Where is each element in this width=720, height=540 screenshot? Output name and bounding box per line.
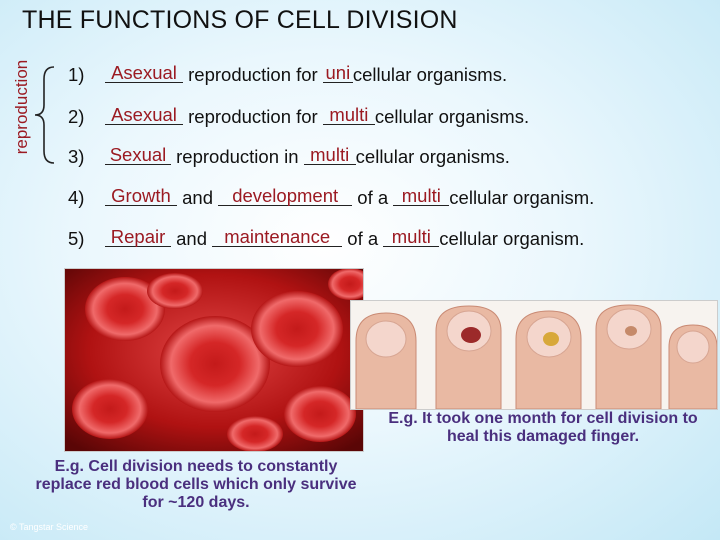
row-number: 4)	[68, 187, 85, 208]
row-text: reproduction for	[183, 106, 323, 127]
function-row-3	[68, 146, 510, 168]
row-text: cellular organism.	[439, 228, 585, 249]
red-blood-cells-image	[64, 268, 364, 452]
answer-blank: multi	[304, 146, 356, 165]
answer-blank: maintenance	[212, 228, 342, 247]
row-number: 1)	[68, 64, 85, 85]
row-text: reproduction in	[171, 146, 304, 167]
answer-blank: Asexual	[105, 106, 183, 125]
row-text: cellular organisms.	[374, 106, 530, 127]
page-title: THE FUNCTIONS OF CELL DIVISION	[22, 6, 458, 34]
answer-blank: multi	[323, 106, 375, 125]
row-text: of a	[342, 228, 384, 249]
row-text: cellular organisms.	[355, 146, 510, 167]
caption-left: E.g. Cell division needs to constantly replace red blood cells which only survive for ~120 days.	[35, 458, 357, 511]
function-row-4	[68, 187, 594, 209]
answer-blank: Repair	[105, 228, 171, 247]
row-text: of a	[352, 187, 394, 208]
answer-blank: multi	[383, 228, 439, 247]
answer-blank: development	[218, 187, 352, 206]
row-number: 5)	[68, 228, 85, 249]
damaged-finger-image	[350, 300, 718, 410]
answer-blank: Sexual	[105, 146, 171, 165]
answer-blank: multi	[393, 187, 449, 206]
row-text: and	[171, 228, 213, 249]
row-number: 2)	[68, 106, 85, 127]
row-text: cellular organisms.	[352, 64, 508, 85]
caption-right: E.g. It took one month for cell division to heal this damaged finger.	[388, 410, 698, 445]
function-row-1	[68, 64, 507, 86]
answer-blank: Growth	[105, 187, 177, 206]
credit-text: © Tangstar Science	[10, 522, 89, 532]
answer-blank: uni	[323, 64, 353, 83]
answer-blank: Asexual	[105, 64, 183, 83]
function-row-5	[68, 228, 584, 250]
brace-icon	[30, 65, 58, 165]
row-text: cellular organism.	[449, 187, 595, 208]
row-text: reproduction for	[183, 64, 323, 85]
row-text: and	[177, 187, 219, 208]
function-row-2	[68, 106, 529, 128]
row-number: 3)	[68, 146, 85, 167]
side-label: reproduction	[12, 59, 31, 155]
